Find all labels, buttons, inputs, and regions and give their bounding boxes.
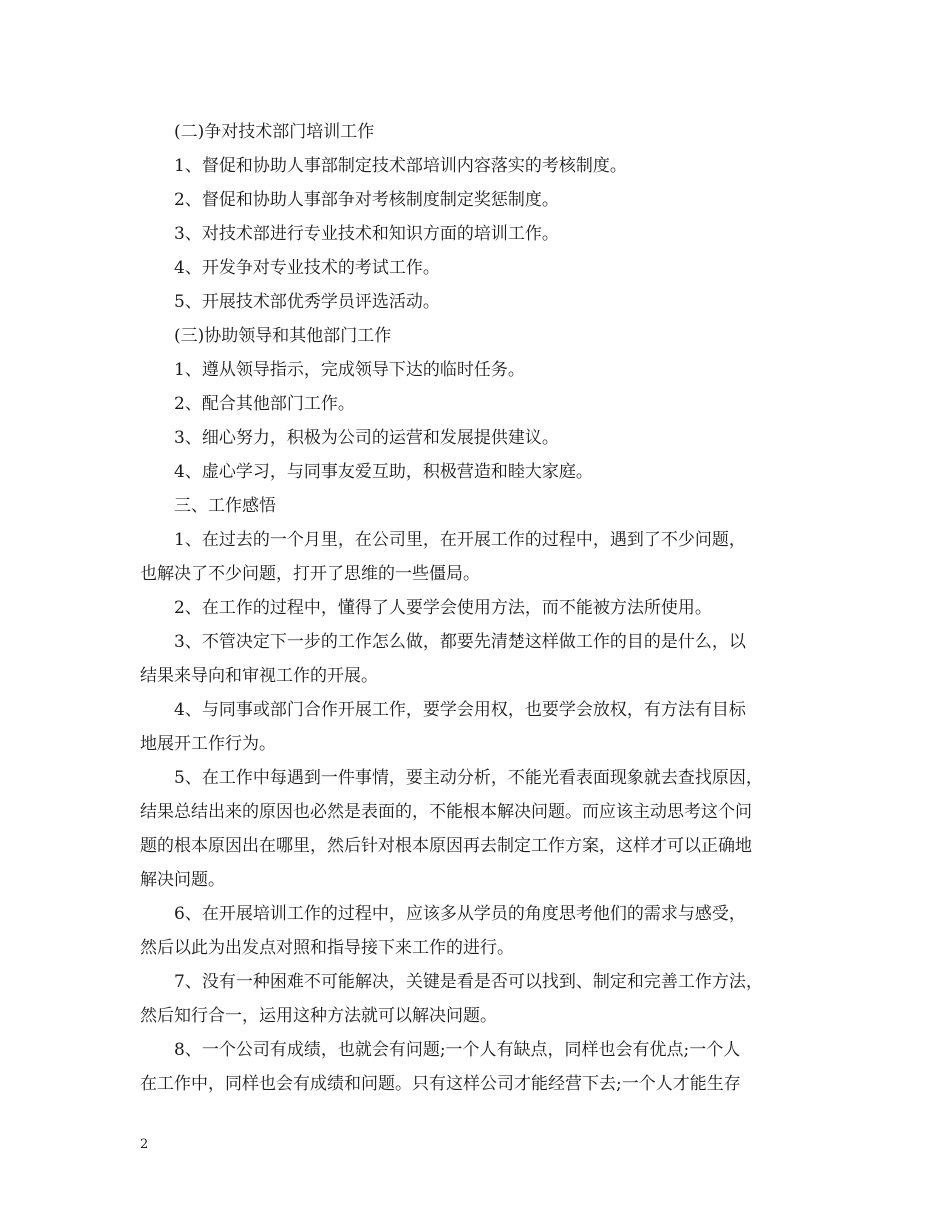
paragraph-line: 3、不管决定下一步的工作怎么做，都要先清楚这样做工作的目的是什么，以 [174, 632, 746, 652]
paragraph-line: 4、虚心学习，与同事友爱互助，积极营造和睦大家庭。 [174, 462, 593, 482]
paragraph-line: 4、开发争对专业技术的考试工作。 [174, 258, 440, 278]
paragraph-line: 在工作中，同样也会有成绩和问题。只有这样公司才能经营下去;一个人才能生存 [140, 1074, 741, 1094]
paragraph-line: 然后知行合一，运用这种方法就可以解决问题。 [140, 1006, 497, 1026]
paragraph-line: 6、在开展培训工作的过程中，应该多从学员的角度思考他们的需求与感受， [174, 904, 746, 924]
paragraph-line: 2、督促和协助人事部争对考核制度制定奖惩制度。 [174, 190, 559, 210]
section-heading: 三、工作感悟 [174, 496, 276, 516]
paragraph-line: 结果总结出来的原因也必然是表面的，不能根本解决问题。而应该主动思考这个问 [140, 802, 752, 822]
section-heading: (三)协助领导和其他部门工作 [174, 326, 392, 346]
page-number: 2 [140, 1137, 149, 1152]
document-body [140, 115, 815, 1101]
paragraph-line: 题的根本原因出在哪里，然后针对根本原因再去制定工作方案，这样才可以正确地 [140, 836, 752, 856]
section-heading: (二)争对技术部门培训工作 [174, 122, 375, 142]
paragraph-line: 2、在工作的过程中，懂得了人要学会使用方法，而不能被方法所使用。 [174, 598, 712, 618]
paragraph-line: 1、遵从领导指示，完成领导下达的临时任务。 [174, 360, 525, 380]
paragraph-line: 然后以此为出发点对照和指导接下来工作的进行。 [140, 938, 514, 958]
paragraph-line: 3、细心努力，积极为公司的运营和发展提供建议。 [174, 428, 559, 448]
paragraph-line: 地展开工作行为。 [140, 734, 276, 754]
paragraph-line: 也解决了不少问题，打开了思维的一些僵局。 [140, 564, 480, 584]
paragraph-line: 结果来导向和审视工作的开展。 [140, 666, 378, 686]
paragraph-line: 解决问题。 [140, 870, 225, 890]
paragraph-line: 4、与同事或部门合作开展工作，要学会用权，也要学会放权，有方法有目标 [174, 700, 746, 720]
paragraph-line: 1、督促和协助人事部制定技术部培训内容落实的考核制度。 [174, 156, 627, 176]
paragraph-line: 5、开展技术部优秀学员评选活动。 [174, 292, 440, 312]
paragraph-line: 8、一个公司有成绩，也就会有问题;一个人有缺点，同样也会有优点;一个人 [174, 1040, 741, 1060]
paragraph-line: 2、配合其他部门工作。 [174, 394, 355, 414]
paragraph-line: 7、没有一种困难不可能解决，关键是看是否可以找到、制定和完善工作方法， [174, 972, 763, 992]
paragraph-line: 1、在过去的一个月里，在公司里，在开展工作的过程中，遇到了不少问题， [174, 530, 746, 550]
paragraph-line: 5、在工作中每遇到一件事情，要主动分析，不能光看表面现象就去查找原因， [174, 768, 763, 788]
paragraph-line: 3、对技术部进行专业技术和知识方面的培训工作。 [174, 224, 559, 244]
